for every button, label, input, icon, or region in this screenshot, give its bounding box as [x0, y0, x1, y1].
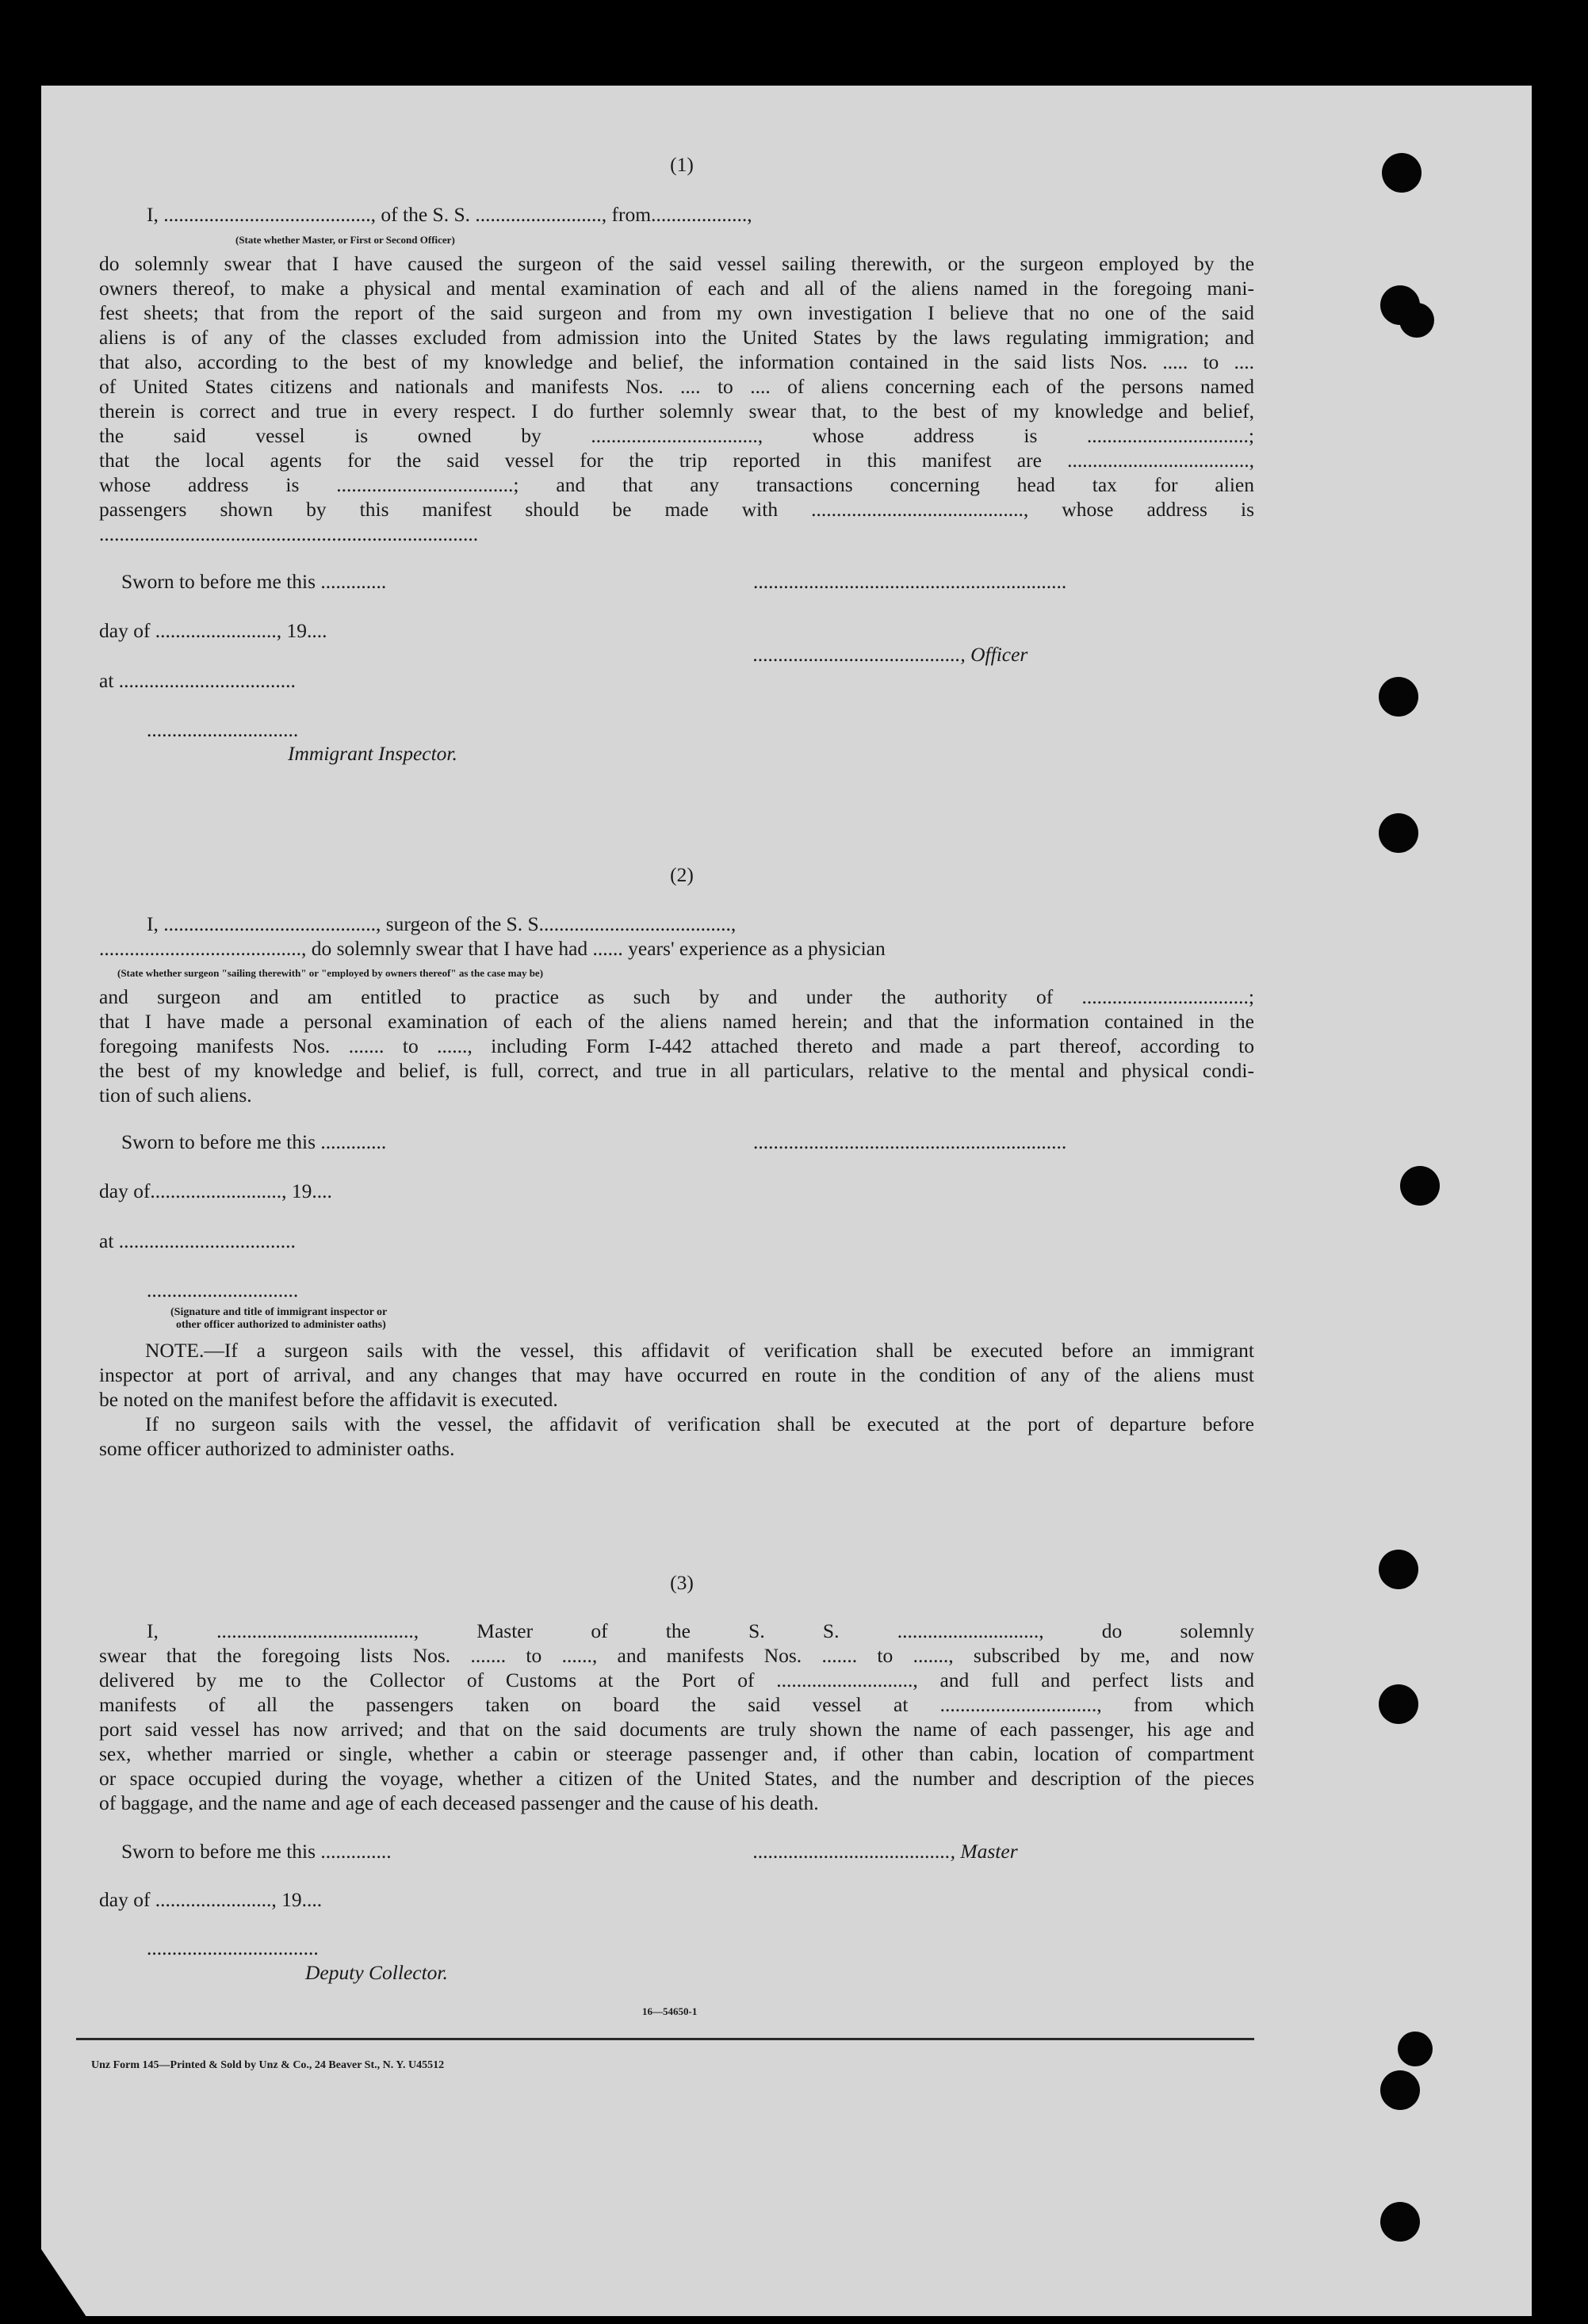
punch-hole — [1379, 677, 1418, 717]
s2-oath-line: foregoing manifests Nos. ....... to ......, including Form I-442 attached thereto and made a part thereof, according to — [99, 1034, 1254, 1057]
s3-oath-line: or space occupied during the voyage, whether a citizen of the United States, and the number and description of the pieces — [99, 1767, 1254, 1790]
s1-oath-line: aliens is of any of the classes excluded from admission into the United States by the laws regulating immigration; and — [99, 326, 1254, 349]
s1-oath-line: that the local agents for the said vessel for the trip reported in this manifest are ...................................., — [99, 449, 1254, 472]
s2-oath-line: and surgeon and am entitled to practice as such by and under the authority of .................................; — [99, 985, 1254, 1008]
s2-experience-line: ........................................, do solemnly swear that I have had ...... years' experience as a physician — [99, 937, 886, 960]
s1-signature-line: .............................................................. — [753, 570, 1067, 593]
s3-oath-line: sex, whether married or single, whether a cabin or steerage passenger and, if other than cabin, location of compartment — [99, 1742, 1254, 1765]
s1-oath-line: therein is correct and true in every respect. I do further solemnly swear that, to the best of my knowledge and belief, — [99, 399, 1254, 422]
s3-master-line: ......................................., Master — [753, 1840, 1018, 1863]
punch-hole — [1399, 303, 1434, 338]
punch-hole — [1379, 1550, 1418, 1589]
s2-surgeon-line: I, .........................................., surgeon of the S. S......................................, — [147, 912, 737, 935]
s1-officer-line: ........................................., Officer — [753, 643, 1028, 666]
s1-oath-line: that also, according to the best of my knowledge and belief, the information contained in the said lists Nos. ..... to .... — [99, 350, 1254, 373]
s2-signature-line: .............................................................. — [753, 1130, 1067, 1153]
s2-day-line: day of.........................., 19.... — [99, 1179, 332, 1202]
punch-hole — [1379, 1684, 1418, 1724]
s1-day-line: day of ........................, 19.... — [99, 619, 327, 642]
s3-oath-line: port said vessel has now arrived; and that on the said documents are truly shown the name of each passenger, his age and — [99, 1718, 1254, 1741]
s2-note-line: be noted on the manifest before the affidavit is executed. — [99, 1388, 558, 1411]
form-number: 16—54650-1 — [642, 2005, 698, 2017]
s2-note-line: inspector at port of arrival, and any changes that may have occurred en route in the condition of any of the aliens must — [99, 1363, 1254, 1386]
punch-hole — [1380, 2070, 1420, 2110]
punch-hole — [1380, 2202, 1420, 2242]
s1-oath-line: of United States citizens and nationals and manifests Nos. .... to .... of aliens concerning each of the persons named — [99, 375, 1254, 398]
s2-oath-line: tion of such aliens. — [99, 1084, 252, 1107]
s2-sworn-line: Sworn to before me this ............. — [121, 1130, 387, 1153]
s3-collector-title: Deputy Collector. — [305, 1961, 448, 1984]
s2-signature-dots: .............................. — [147, 1279, 299, 1302]
s3-oath-line: of baggage, and the name and age of each deceased passenger and the cause of his death. — [99, 1791, 819, 1814]
punch-hole — [1382, 153, 1422, 193]
s2-signature-note: (Signature and title of immigrant inspector or — [170, 1306, 388, 1318]
s1-oath-line: do solemnly swear that I have caused the surgeon of the said vessel sailing therewith, or the surgeon employed by the — [99, 252, 1254, 275]
s3-day-line: day of ......................., 19.... — [99, 1888, 323, 1911]
s1-declarant-line: I, ........................................., of the S. S. ........................., from..................., — [147, 203, 752, 226]
s2-note-line: If no surgeon sails with the vessel, the affidavit of verification shall be executed at the port of departure before — [145, 1412, 1254, 1435]
s2-note-line: NOTE.—If a surgeon sails with the vessel, this affidavit of verification shall be executed before an immigrant — [145, 1339, 1254, 1362]
s1-inspector-title: Immigrant Inspector. — [288, 742, 457, 765]
s2-surgeon-note: (State whether surgeon "sailing therewith" or "employed by owners thereof" as the case may be) — [117, 967, 544, 979]
s3-sworn-line: Sworn to before me this .............. — [121, 1840, 392, 1863]
section-1-number: (1) — [670, 153, 694, 176]
s2-oath-line: the best of my knowledge and belief, is full, correct, and true in all particulars, relative to the mental and physical condi- — [99, 1059, 1254, 1082]
footer-rule — [76, 2038, 1254, 2040]
s1-declarant-note: (State whether Master, or First or Second Officer) — [235, 234, 455, 246]
s2-note-line: some officer authorized to administer oaths. — [99, 1437, 455, 1460]
s2-oath-line: that I have made a personal examination of each of the aliens named herein; and that the information contained in the — [99, 1010, 1254, 1033]
punch-hole — [1379, 813, 1418, 853]
s1-oath-line: the said vessel is owned by ................................., whose address is ................................; — [99, 424, 1254, 447]
s3-oath-line: I, ......................................., Master of the S. S. ............................, do solemnly — [147, 1619, 1254, 1642]
s1-at-line: at ................................... — [99, 669, 296, 692]
s1-oath-line: passengers shown by this manifest should be made with .........................................., whose address is — [99, 498, 1254, 521]
s1-inspector-dots: .............................. — [147, 718, 299, 741]
s3-oath-line: swear that the foregoing lists Nos. ....... to ......, and manifests Nos. ....... to ......., subscribed by me, and now — [99, 1644, 1254, 1667]
s3-oath-line: delivered by me to the Collector of Customs at the Port of ..........................., and full and perfect lists and — [99, 1668, 1254, 1691]
section-2-number: (2) — [670, 863, 694, 886]
s1-oath-line: fest sheets; that from the report of the said surgeon and from my own investigation I believe that no one of the said — [99, 301, 1254, 324]
s3-oath-line: manifests of all the passengers taken on board the said vessel at ..............................., from which — [99, 1693, 1254, 1716]
s3-collector-dots: .................................. — [147, 1936, 319, 1959]
s1-sworn-line: Sworn to before me this ............. — [121, 570, 387, 593]
s1-oath-line: ........................................................................... — [99, 522, 479, 545]
s2-at-line: at ................................... — [99, 1229, 296, 1252]
printer-footer: Unz Form 145—Printed & Sold by Unz & Co., 24 Beaver St., N. Y. U45512 — [91, 2059, 445, 2071]
s1-oath-line: owners thereof, to make a physical and mental examination of each and all of the aliens named in the foregoing mani- — [99, 277, 1254, 300]
punch-hole — [1400, 1166, 1440, 1206]
s2-signature-note: other officer authorized to administer oaths) — [176, 1319, 386, 1331]
s1-oath-line: whose address is ...................................; and that any transactions concerning head tax for alien — [99, 473, 1254, 496]
punch-hole — [1398, 2032, 1433, 2066]
section-3-number: (3) — [670, 1571, 694, 1594]
